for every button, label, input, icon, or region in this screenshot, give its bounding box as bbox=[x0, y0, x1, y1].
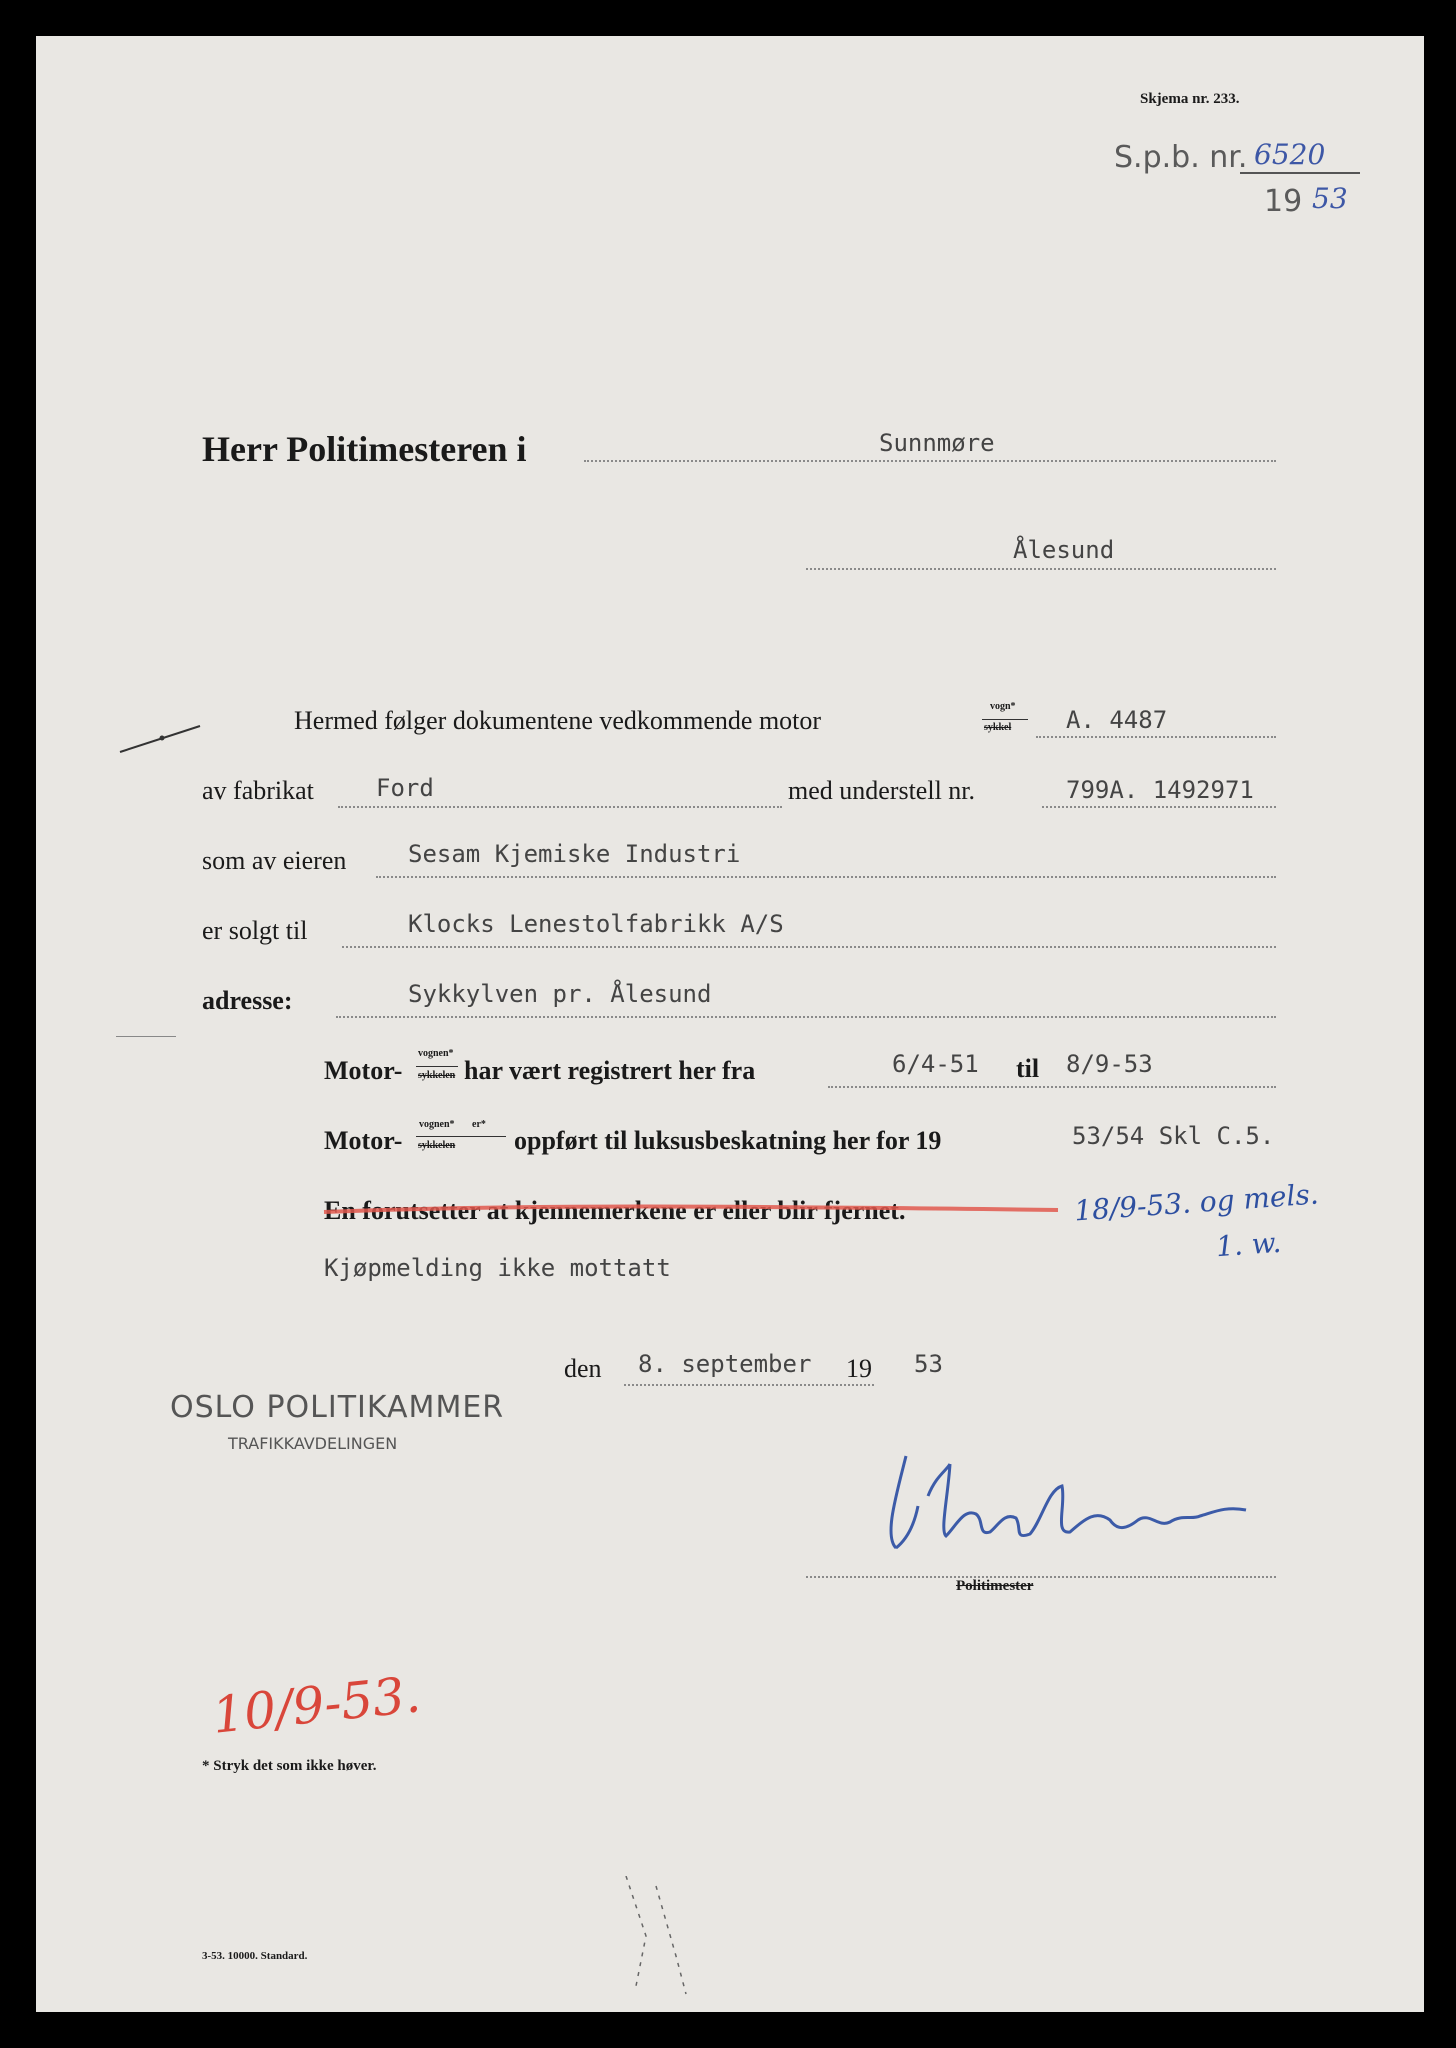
spb-year: 53 bbox=[1312, 182, 1348, 215]
handwritten-note-line1: 18/9-53. og mels. bbox=[1073, 1177, 1320, 1228]
owner-value: Sesam Kjemiske Industri bbox=[408, 840, 741, 868]
footnote: * Stryk det som ikke høver. bbox=[202, 1758, 377, 1774]
signature-title: Politimester bbox=[956, 1578, 1034, 1594]
red-handwritten-date: 10/9-53. bbox=[209, 1665, 424, 1745]
red-strikethrough bbox=[322, 1192, 1062, 1222]
buyer-value: Klocks Lenestolfabrikk A/S bbox=[408, 910, 784, 938]
chassis-value: 799A. 1492971 bbox=[1066, 776, 1254, 804]
date-year: 53 bbox=[914, 1350, 943, 1378]
date-label: den bbox=[564, 1354, 602, 1383]
reg-to-label: til bbox=[1016, 1054, 1040, 1083]
handwritten-note-line2: 1. w. bbox=[1214, 1225, 1283, 1264]
spb-number: 6520 bbox=[1254, 138, 1326, 171]
chassis-label: med understell nr. bbox=[788, 776, 976, 805]
reg-from: 6/4-51 bbox=[892, 1050, 979, 1078]
make-label: av fabrikat bbox=[202, 776, 314, 805]
vehicle-option-top: vogn* bbox=[990, 701, 1016, 712]
addressee-district: Sunnmøre bbox=[879, 429, 995, 457]
address-value: Sykkylven pr. Ålesund bbox=[408, 980, 712, 1008]
reg-option-top: vognen* bbox=[418, 1048, 454, 1059]
tax-option-top: vognen* bbox=[419, 1119, 455, 1130]
owner-label: som av eieren bbox=[202, 846, 347, 875]
addressee-city: Ålesund bbox=[1013, 536, 1115, 564]
fold-mark bbox=[116, 1036, 176, 1037]
tax-value: 53/54 Skl C.5. bbox=[1072, 1122, 1275, 1150]
vehicle-option-bottom: sykkel bbox=[984, 722, 1012, 733]
date-value: 8. september bbox=[638, 1350, 812, 1378]
spb-underline bbox=[1240, 172, 1360, 174]
print-info: 3-53. 10000. Standard. bbox=[202, 1950, 308, 1962]
police-stamp-line1: OSLO POLITIKAMMER bbox=[170, 1390, 505, 1425]
address-label: adresse: bbox=[202, 986, 293, 1015]
spb-label: S.p.b. nr. bbox=[1114, 140, 1248, 175]
margin-mark bbox=[116, 716, 206, 756]
form-number: Skjema nr. 233. bbox=[1140, 91, 1240, 107]
date-year-prefix: 19 bbox=[846, 1354, 872, 1383]
tax-option-top2: er* bbox=[472, 1119, 486, 1130]
make-value: Ford bbox=[376, 774, 434, 802]
tax-text: oppført til luksusbeskatning her for 19 bbox=[514, 1126, 942, 1155]
addressee-label: Herr Politimesteren i bbox=[202, 429, 527, 469]
intro-text: Hermed følger dokumentene vedkommende motor bbox=[294, 706, 822, 735]
struck-statement: En forutsetter at kjennemerkene er eller blir fjernet. bbox=[324, 1196, 906, 1225]
typed-note: Kjøpmelding ikke mottatt bbox=[324, 1254, 671, 1282]
reg-option-bottom: sykkelen bbox=[418, 1070, 456, 1081]
fold-crease bbox=[616, 1876, 696, 1996]
reg-to: 8/9-53 bbox=[1066, 1050, 1153, 1078]
reg-text: har vært registrert her fra bbox=[464, 1056, 756, 1085]
police-stamp-line2: TRAFIKKAVDELINGEN bbox=[228, 1434, 398, 1453]
signature-drawing bbox=[866, 1436, 1286, 1576]
document-page bbox=[36, 36, 1424, 2012]
reg-prefix: Motor- bbox=[324, 1056, 403, 1085]
reg-number: A. 4487 bbox=[1066, 706, 1168, 734]
buyer-label: er solgt til bbox=[202, 916, 308, 945]
tax-option-bottom: sykkelen bbox=[418, 1140, 456, 1151]
tax-prefix: Motor- bbox=[324, 1126, 403, 1155]
spb-year-prefix: 19 bbox=[1264, 184, 1303, 219]
